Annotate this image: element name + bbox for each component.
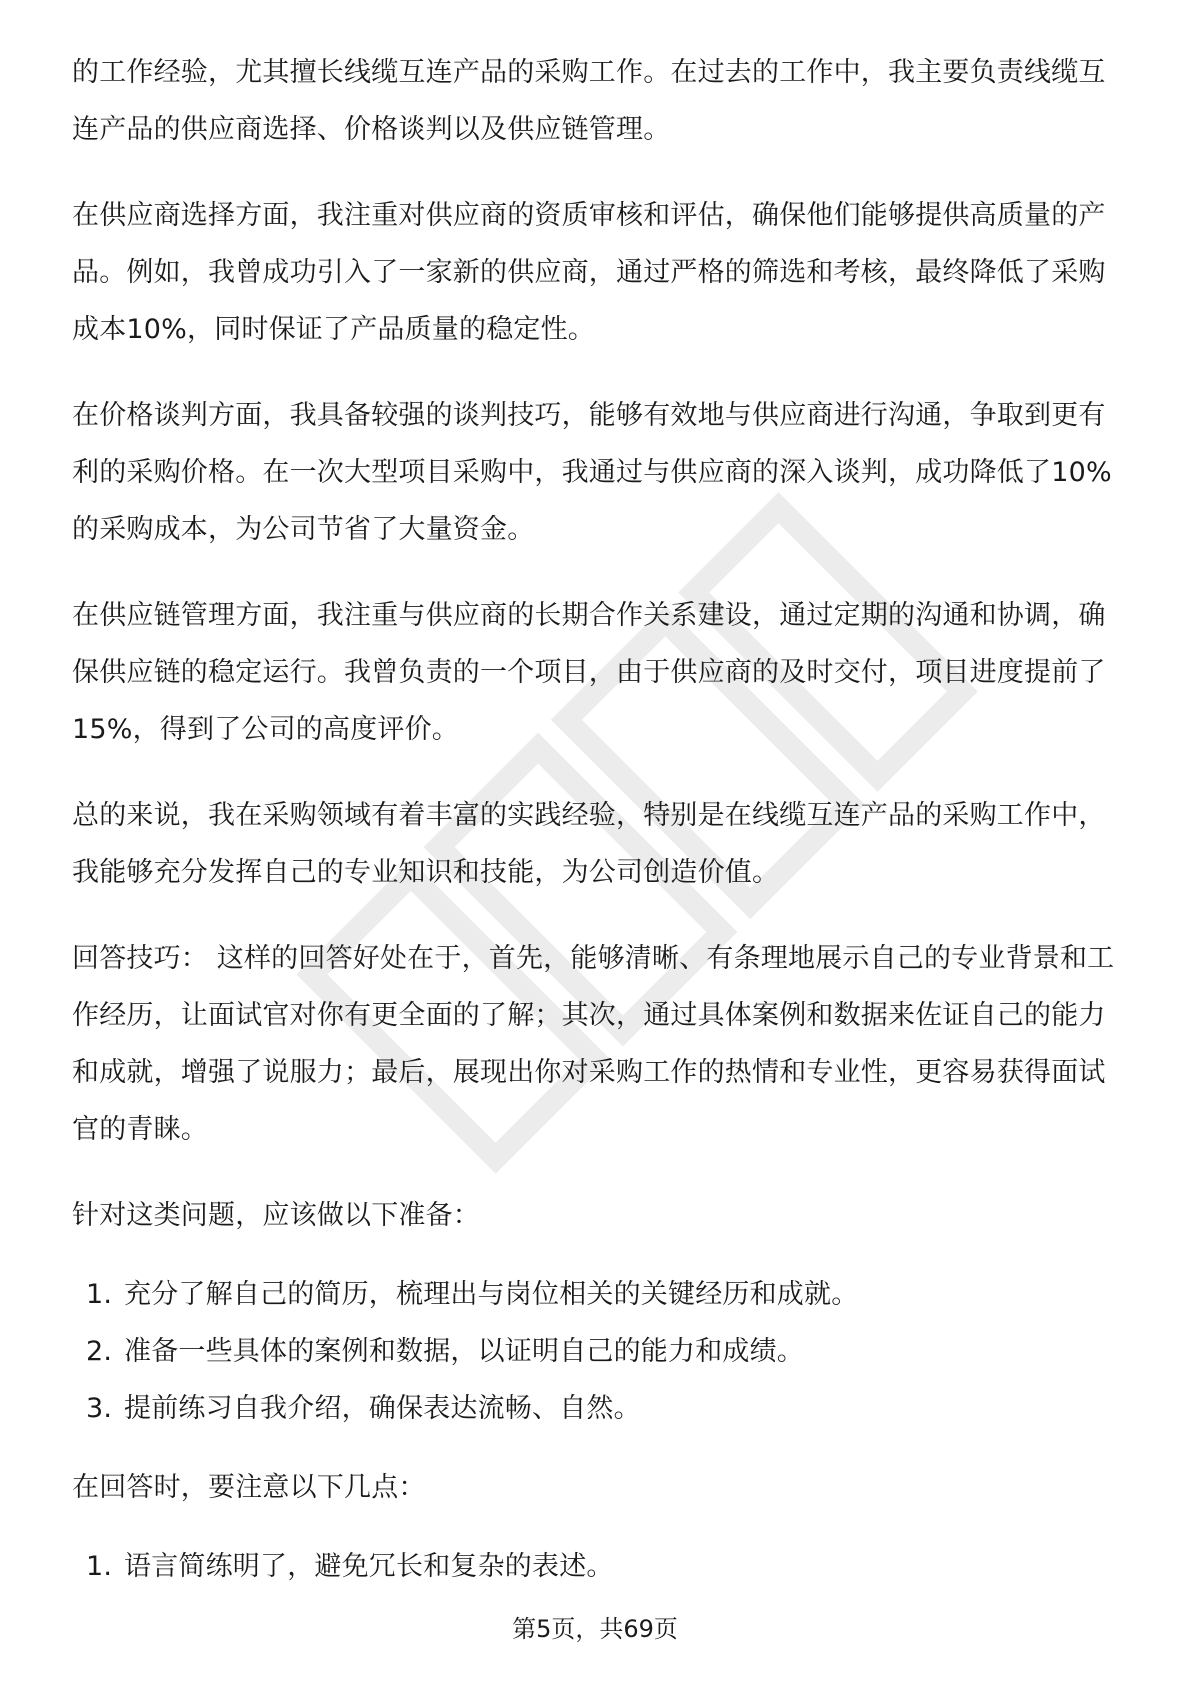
- document-body: [72, 44, 1122, 1617]
- paragraph-supply-chain: 在供应链管理方面，我注重与供应商的长期合作关系建设，通过定期的沟通和协调，确保供应链的稳定运行。我曾负责的一个项目，由于供应商的及时交付，项目进度提前了15%，得到了公司的高度评价。: [72, 600, 1106, 745]
- list-item-number: 3.: [86, 1393, 113, 1424]
- list-item-number: 1.: [86, 1551, 113, 1582]
- list-item-text: 准备一些具体的案例和数据，以证明自己的能力和成绩。: [124, 1336, 804, 1367]
- list-item: [72, 1538, 1122, 1595]
- list-item-text: 语言简练明了，避免冗长和复杂的表述。: [124, 1551, 614, 1582]
- paragraph-answer-notes-heading: 在回答时，要注意以下几点：: [72, 1472, 426, 1503]
- list-item-text: 提前练习自我介绍，确保表达流畅、自然。: [124, 1393, 641, 1424]
- list-item: [72, 1380, 1122, 1437]
- preparation-list: [72, 1266, 1122, 1437]
- list-item: [72, 1266, 1122, 1323]
- paragraph-answer-tips: 回答技巧： 这样的回答好处在于，首先，能够清晰、有条理地展示自己的专业背景和工作经历，让面试官对你有更全面的了解；其次，通过具体案例和数据来佐证自己的能力和成就，增强了说服力；最后，展现出你对采购工作的热情和专业性，更容易获得面试官的青睐。: [72, 943, 1115, 1145]
- paragraph-summary: 总的来说，我在采购领域有着丰富的实践经验，特别是在线缆互连产品的采购工作中，我能够充分发挥自己的专业知识和技能，为公司创造价值。: [72, 800, 1106, 888]
- list-item: [72, 1323, 1122, 1380]
- page-number-footer: 第5页，共69页: [512, 1615, 678, 1643]
- paragraph-experience-intro: 的工作经验，尤其擅长线缆互连产品的采购工作。在过去的工作中，我主要负责线缆互连产品的供应商选择、价格谈判以及供应链管理。: [72, 57, 1106, 145]
- paragraph-supplier-selection: 在供应商选择方面，我注重对供应商的资质审核和评估，确保他们能够提供高质量的产品。例如，我曾成功引入了一家新的供应商，通过严格的筛选和考核，最终降低了采购成本10%，同时保证了产品质量的稳定性。: [72, 200, 1106, 345]
- list-item-text: 充分了解自己的简历，梳理出与岗位相关的关键经历和成就。: [124, 1279, 859, 1310]
- list-item-number: 1.: [86, 1279, 113, 1310]
- list-item-number: 2.: [86, 1336, 113, 1367]
- paragraph-preparation-heading: 针对这类问题，应该做以下准备：: [72, 1200, 480, 1231]
- answer-notes-list: [72, 1538, 1122, 1595]
- paragraph-price-negotiation: 在价格谈判方面，我具备较强的谈判技巧，能够有效地与供应商进行沟通，争取到更有利的采购价格。在一次大型项目采购中，我通过与供应商的深入谈判，成功降低了10%的采购成本，为公司节省了大量资金。: [72, 400, 1112, 545]
